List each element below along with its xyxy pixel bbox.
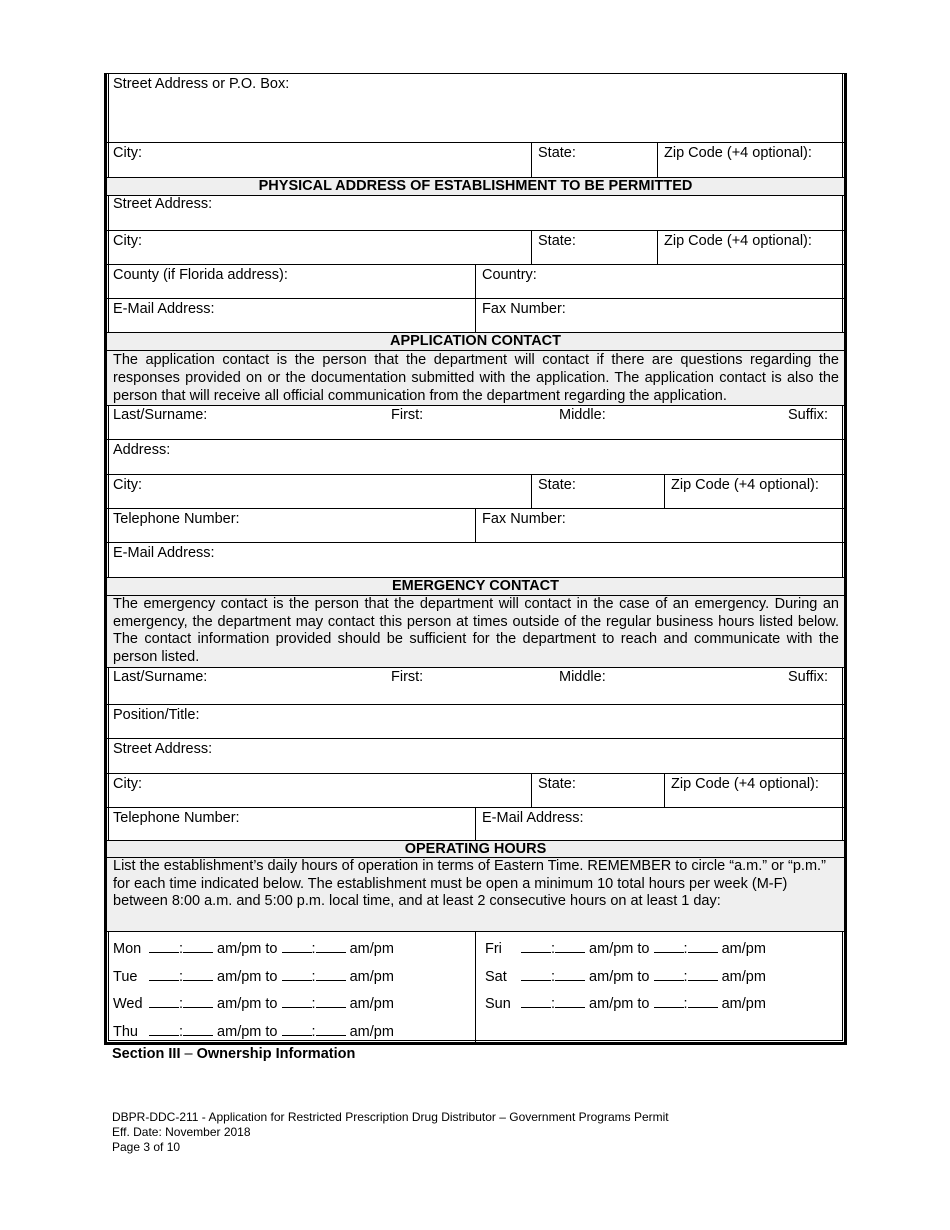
mailing-street-label: Street Address or P.O. Box: [113,76,290,92]
day-label: Wed [113,996,143,1012]
application-zip-label: Zip Code (+4 optional): [671,477,819,493]
colon-label: : [551,996,556,1012]
application-city-row [107,475,844,509]
emergency-suffix-label: Suffix: [787,669,828,685]
page-footer [112,1110,669,1155]
physical-fax-label: Fax Number: [482,301,566,317]
application-form [104,73,847,1045]
to-label: to [265,968,282,985]
emergency-city-row [107,774,844,808]
colon-label: : [179,996,184,1012]
physical-city-row [107,231,844,265]
ampm-label: am/pm [717,968,766,985]
ampm-label: am/pm [213,1023,266,1040]
time-blank[interactable] [654,940,684,953]
mailing-zip-label: Zip Code (+4 optional): [664,145,812,161]
footer-effective-date: Eff. Date: November 2018 [112,1125,251,1139]
ampm-label: am/pm [585,968,638,985]
hours-divider [475,932,476,1042]
ampm-label: am/pm [345,941,394,957]
ampm-label: am/pm [717,996,766,1012]
operating-hours-title: OPERATING HOURS [404,841,547,857]
emergency-phone-field[interactable] [107,808,475,840]
to-label: to [637,996,654,1012]
application-middle-label: Middle: [559,407,606,423]
physical-state-label: State: [538,233,576,249]
ampm-label: am/pm [585,996,638,1012]
colon-label: : [311,996,316,1012]
emergency-street-field[interactable] [107,739,844,773]
application-city-label: City: [113,477,142,493]
emergency-position-row [107,705,844,739]
time-blank[interactable] [149,968,179,981]
physical-street-row [107,196,844,231]
hours-line-sat [485,968,766,985]
time-blank[interactable] [183,1023,213,1036]
physical-county-label: County (if Florida address): [113,267,288,283]
footer-page-number: Page 3 of 10 [112,1140,181,1154]
application-contact-description-row [107,351,844,406]
application-contact-title: APPLICATION CONTACT [389,333,562,349]
time-blank[interactable] [316,1023,346,1036]
mailing-city-field[interactable] [107,143,531,177]
emergency-city-field[interactable] [107,774,531,807]
time-blank[interactable] [688,940,718,953]
physical-address-title: PHYSICAL ADDRESS OF ESTABLISHMENT TO BE PERMITTED [258,178,693,194]
application-first-label: First: [391,407,424,423]
emergency-phone-row [107,808,844,841]
colon-label: : [179,968,184,985]
day-label: Sun [485,996,511,1012]
physical-country-field[interactable] [475,265,844,298]
physical-address-header [107,178,844,196]
time-blank[interactable] [149,940,179,953]
physical-email-field[interactable] [107,299,475,332]
mailing-city-label: City: [113,145,142,161]
emergency-position-label: Position/Title: [113,707,200,723]
time-blank[interactable] [149,1023,179,1036]
ampm-label: am/pm [717,941,766,957]
application-phone-label: Telephone Number: [113,511,240,527]
operating-hours-description: List the establishment’s daily hours of operation in terms of Eastern Time. REMEMBER to circle “a.m.” or “p.m.” for each time indicated below. The establishment must be open a minimum 10 total hours per week (M-F) between 8:00 a.m. and 5:00 p.m. local time, and at least 2 consecutive hours on at least 1 day: [107,858,844,931]
section-name: Ownership Information [196,1046,356,1062]
physical-city-field[interactable] [107,231,531,264]
physical-email-label: E-Mail Address: [113,301,215,317]
application-email-row [107,543,844,578]
application-address-row [107,440,844,475]
emergency-last-label: Last/Surname: [113,669,208,685]
emergency-email-label: E-Mail Address: [482,810,584,826]
to-label: to [265,996,282,1012]
emergency-contact-description-row [107,596,844,668]
colon-label: : [551,968,556,985]
emergency-position-field[interactable] [107,705,844,738]
hours-line-tue [113,968,394,985]
day-label: Mon [113,941,142,957]
time-blank[interactable] [316,995,346,1008]
time-blank[interactable] [282,940,312,953]
ampm-label: am/pm [345,996,394,1012]
colon-label: : [683,996,688,1012]
physical-county-row [107,265,844,299]
application-name-row [107,406,844,440]
time-blank[interactable] [183,940,213,953]
time-blank[interactable] [282,968,312,981]
emergency-zip-label: Zip Code (+4 optional): [671,776,819,792]
to-label: to [637,968,654,985]
day-label: Tue [113,968,138,985]
hours-line-sun [485,995,766,1012]
time-blank[interactable] [688,968,718,981]
colon-label: : [179,941,184,957]
operating-hours-header [107,841,844,858]
time-blank[interactable] [688,995,718,1008]
time-blank[interactable] [183,968,213,981]
time-blank[interactable] [282,1023,312,1036]
application-address-label: Address: [113,442,171,458]
time-blank[interactable] [316,940,346,953]
footer-form-title: DBPR-DDC-211 - Application for Restricted Prescription Drug Distributor – Government Programs Permit [112,1110,669,1124]
application-phone-row [107,509,844,543]
operating-hours-grid [107,932,844,1042]
mailing-zip-field[interactable] [657,143,844,177]
physical-city-label: City: [113,233,142,249]
section-dash: – [180,1046,197,1062]
ampm-label: am/pm [345,1023,394,1040]
emergency-street-label: Street Address: [113,741,213,757]
hours-line-fri [485,940,766,957]
to-label: to [265,1023,282,1040]
application-fax-label: Fax Number: [482,511,566,527]
application-address-field[interactable] [107,440,844,474]
physical-street-label: Street Address: [113,196,213,212]
day-label: Sat [485,968,507,985]
emergency-contact-description: The emergency contact is the person that the department will contact in the case of an emergency. During an emergency, the department may contact this person at times outside of the regular business hours listed below. The contact information provided should be sufficient for the department to reach and communicate with the person listed. [107,596,844,667]
colon-label: : [683,941,688,957]
emergency-contact-title: EMERGENCY CONTACT [391,578,560,594]
time-blank[interactable] [555,940,585,953]
hours-line-mon [113,940,394,957]
application-email-field[interactable] [107,543,844,577]
physical-zip-label: Zip Code (+4 optional): [664,233,812,249]
time-blank[interactable] [521,968,551,981]
emergency-zip-field[interactable] [664,774,844,807]
to-label: to [265,941,282,957]
colon-label: : [179,1023,184,1040]
time-blank[interactable] [149,995,179,1008]
emergency-state-field[interactable] [531,774,664,807]
physical-street-field[interactable] [107,196,844,230]
colon-label: : [311,968,316,985]
mailing-state-field[interactable] [531,143,657,177]
application-state-field[interactable] [531,475,664,508]
emergency-middle-label: Middle: [559,669,606,685]
application-state-label: State: [538,477,576,493]
colon-label: : [683,968,688,985]
application-contact-header [107,333,844,351]
physical-fax-field[interactable] [475,299,844,332]
emergency-city-label: City: [113,776,142,792]
mailing-street-field[interactable] [107,74,844,142]
application-phone-field[interactable] [107,509,475,542]
physical-email-row [107,299,844,333]
day-label: Fri [485,941,502,957]
section-number: Section III [112,1046,181,1062]
mailing-state-label: State: [538,145,576,161]
hours-line-wed [113,995,394,1012]
time-blank[interactable] [521,940,551,953]
time-blank[interactable] [282,995,312,1008]
emergency-contact-header [107,578,844,596]
time-blank[interactable] [316,968,346,981]
emergency-email-field[interactable] [475,808,844,840]
emergency-name-row [107,668,844,705]
to-label: to [637,941,654,957]
mailing-city-row [107,143,844,178]
application-fax-field[interactable] [475,509,844,542]
application-contact-description: The application contact is the person that the department will contact if there are questions regarding the responses provided on or the documentation submitted with the application. The application contact is also the person that will receive all official communication from the department regarding the application. [107,351,844,405]
application-last-label: Last/Surname: [113,407,208,423]
day-label: Thu [113,1023,138,1040]
operating-hours-description-row [107,858,844,932]
application-suffix-label: Suffix: [787,407,828,423]
application-zip-field[interactable] [664,475,844,508]
time-blank[interactable] [654,995,684,1008]
time-blank[interactable] [183,995,213,1008]
colon-label: : [551,941,556,957]
ampm-label: am/pm [585,941,638,957]
physical-state-field[interactable] [531,231,657,264]
time-blank[interactable] [555,968,585,981]
physical-country-label: Country: [482,267,537,283]
colon-label: : [311,1023,316,1040]
section-title [112,1046,355,1062]
time-blank[interactable] [555,995,585,1008]
emergency-phone-label: Telephone Number: [113,810,240,826]
application-email-label: E-Mail Address: [113,545,215,561]
ampm-label: am/pm [345,968,394,985]
physical-zip-field[interactable] [657,231,844,264]
colon-label: : [311,941,316,957]
hours-line-thu [113,1023,394,1040]
application-city-field[interactable] [107,475,531,508]
time-blank[interactable] [654,968,684,981]
physical-county-field[interactable] [107,265,475,298]
ampm-label: am/pm [213,941,266,957]
mailing-street-row [107,74,844,143]
emergency-state-label: State: [538,776,576,792]
ampm-label: am/pm [213,996,266,1012]
emergency-street-row [107,739,844,774]
ampm-label: am/pm [213,968,266,985]
time-blank[interactable] [521,995,551,1008]
emergency-first-label: First: [391,669,424,685]
